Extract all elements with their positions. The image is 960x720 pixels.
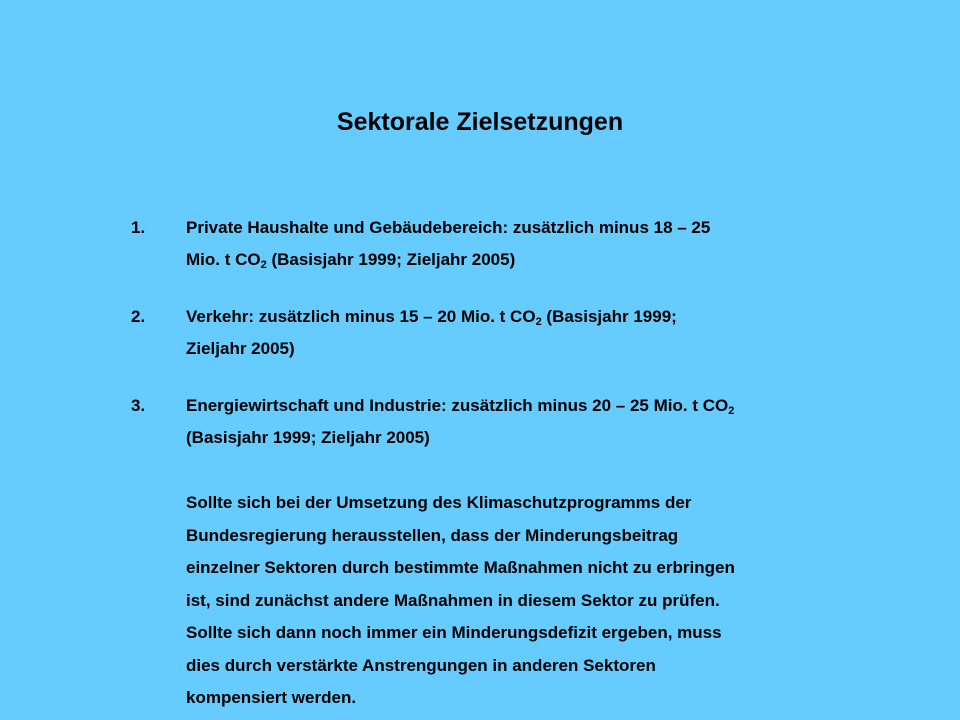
item-line: Private Haushalte und Gebäudebereich: zusätzlich minus 18 – 25 xyxy=(186,218,711,237)
item-number: 1. xyxy=(131,218,146,237)
item-text xyxy=(186,390,886,454)
list-item xyxy=(0,390,960,454)
note-line: Bundesregierung herausstellen, dass der Minderungsbeitrag xyxy=(186,525,679,545)
subscript: 2 xyxy=(260,259,267,271)
subscript: 2 xyxy=(535,316,542,328)
item-text xyxy=(186,301,886,365)
item-line xyxy=(186,301,886,333)
item-line xyxy=(186,244,886,276)
item-text-part: Energiewirtschaft und Industrie: zusätzlich minus 20 – 25 Mio. t CO xyxy=(186,396,729,415)
item-line xyxy=(186,390,886,422)
list-item xyxy=(0,301,960,365)
subscript: 2 xyxy=(728,405,735,417)
item-text-part: (Basisjahr 1999; xyxy=(541,307,677,326)
item-text-part: Verkehr: zusätzlich minus 15 – 20 Mio. t CO xyxy=(186,307,536,326)
target-list xyxy=(0,212,960,479)
note-line: dies durch verstärkte Anstrengungen in anderen Sektoren xyxy=(186,655,656,675)
note-line: Sollte sich bei der Umsetzung des Klimaschutzprogramms der xyxy=(186,493,692,512)
item-text-part: (Basisjahr 1999; Zieljahr 2005) xyxy=(266,250,516,269)
item-line: Zieljahr 2005) xyxy=(186,339,295,358)
note-line: ist, sind zunächst andere Maßnahmen in diesem Sektor zu prüfen. xyxy=(186,590,720,610)
list-item xyxy=(0,212,960,276)
note-line: kompensiert werden. xyxy=(186,688,357,707)
note-paragraph xyxy=(186,487,906,715)
item-number: 3. xyxy=(131,396,146,415)
item-text xyxy=(186,212,886,276)
item-line: (Basisjahr 1999; Zieljahr 2005) xyxy=(186,428,430,447)
note-line: einzelner Sektoren durch bestimmte Maßnahmen nicht zu erbringen xyxy=(186,558,735,577)
slide-title: Sektorale Zielsetzungen xyxy=(336,108,624,136)
item-text-part: Mio. t CO xyxy=(186,250,261,269)
item-number: 2. xyxy=(131,307,146,326)
note-line: Sollte sich dann noch immer ein Minderungsdefizit ergeben, muss xyxy=(186,623,722,642)
